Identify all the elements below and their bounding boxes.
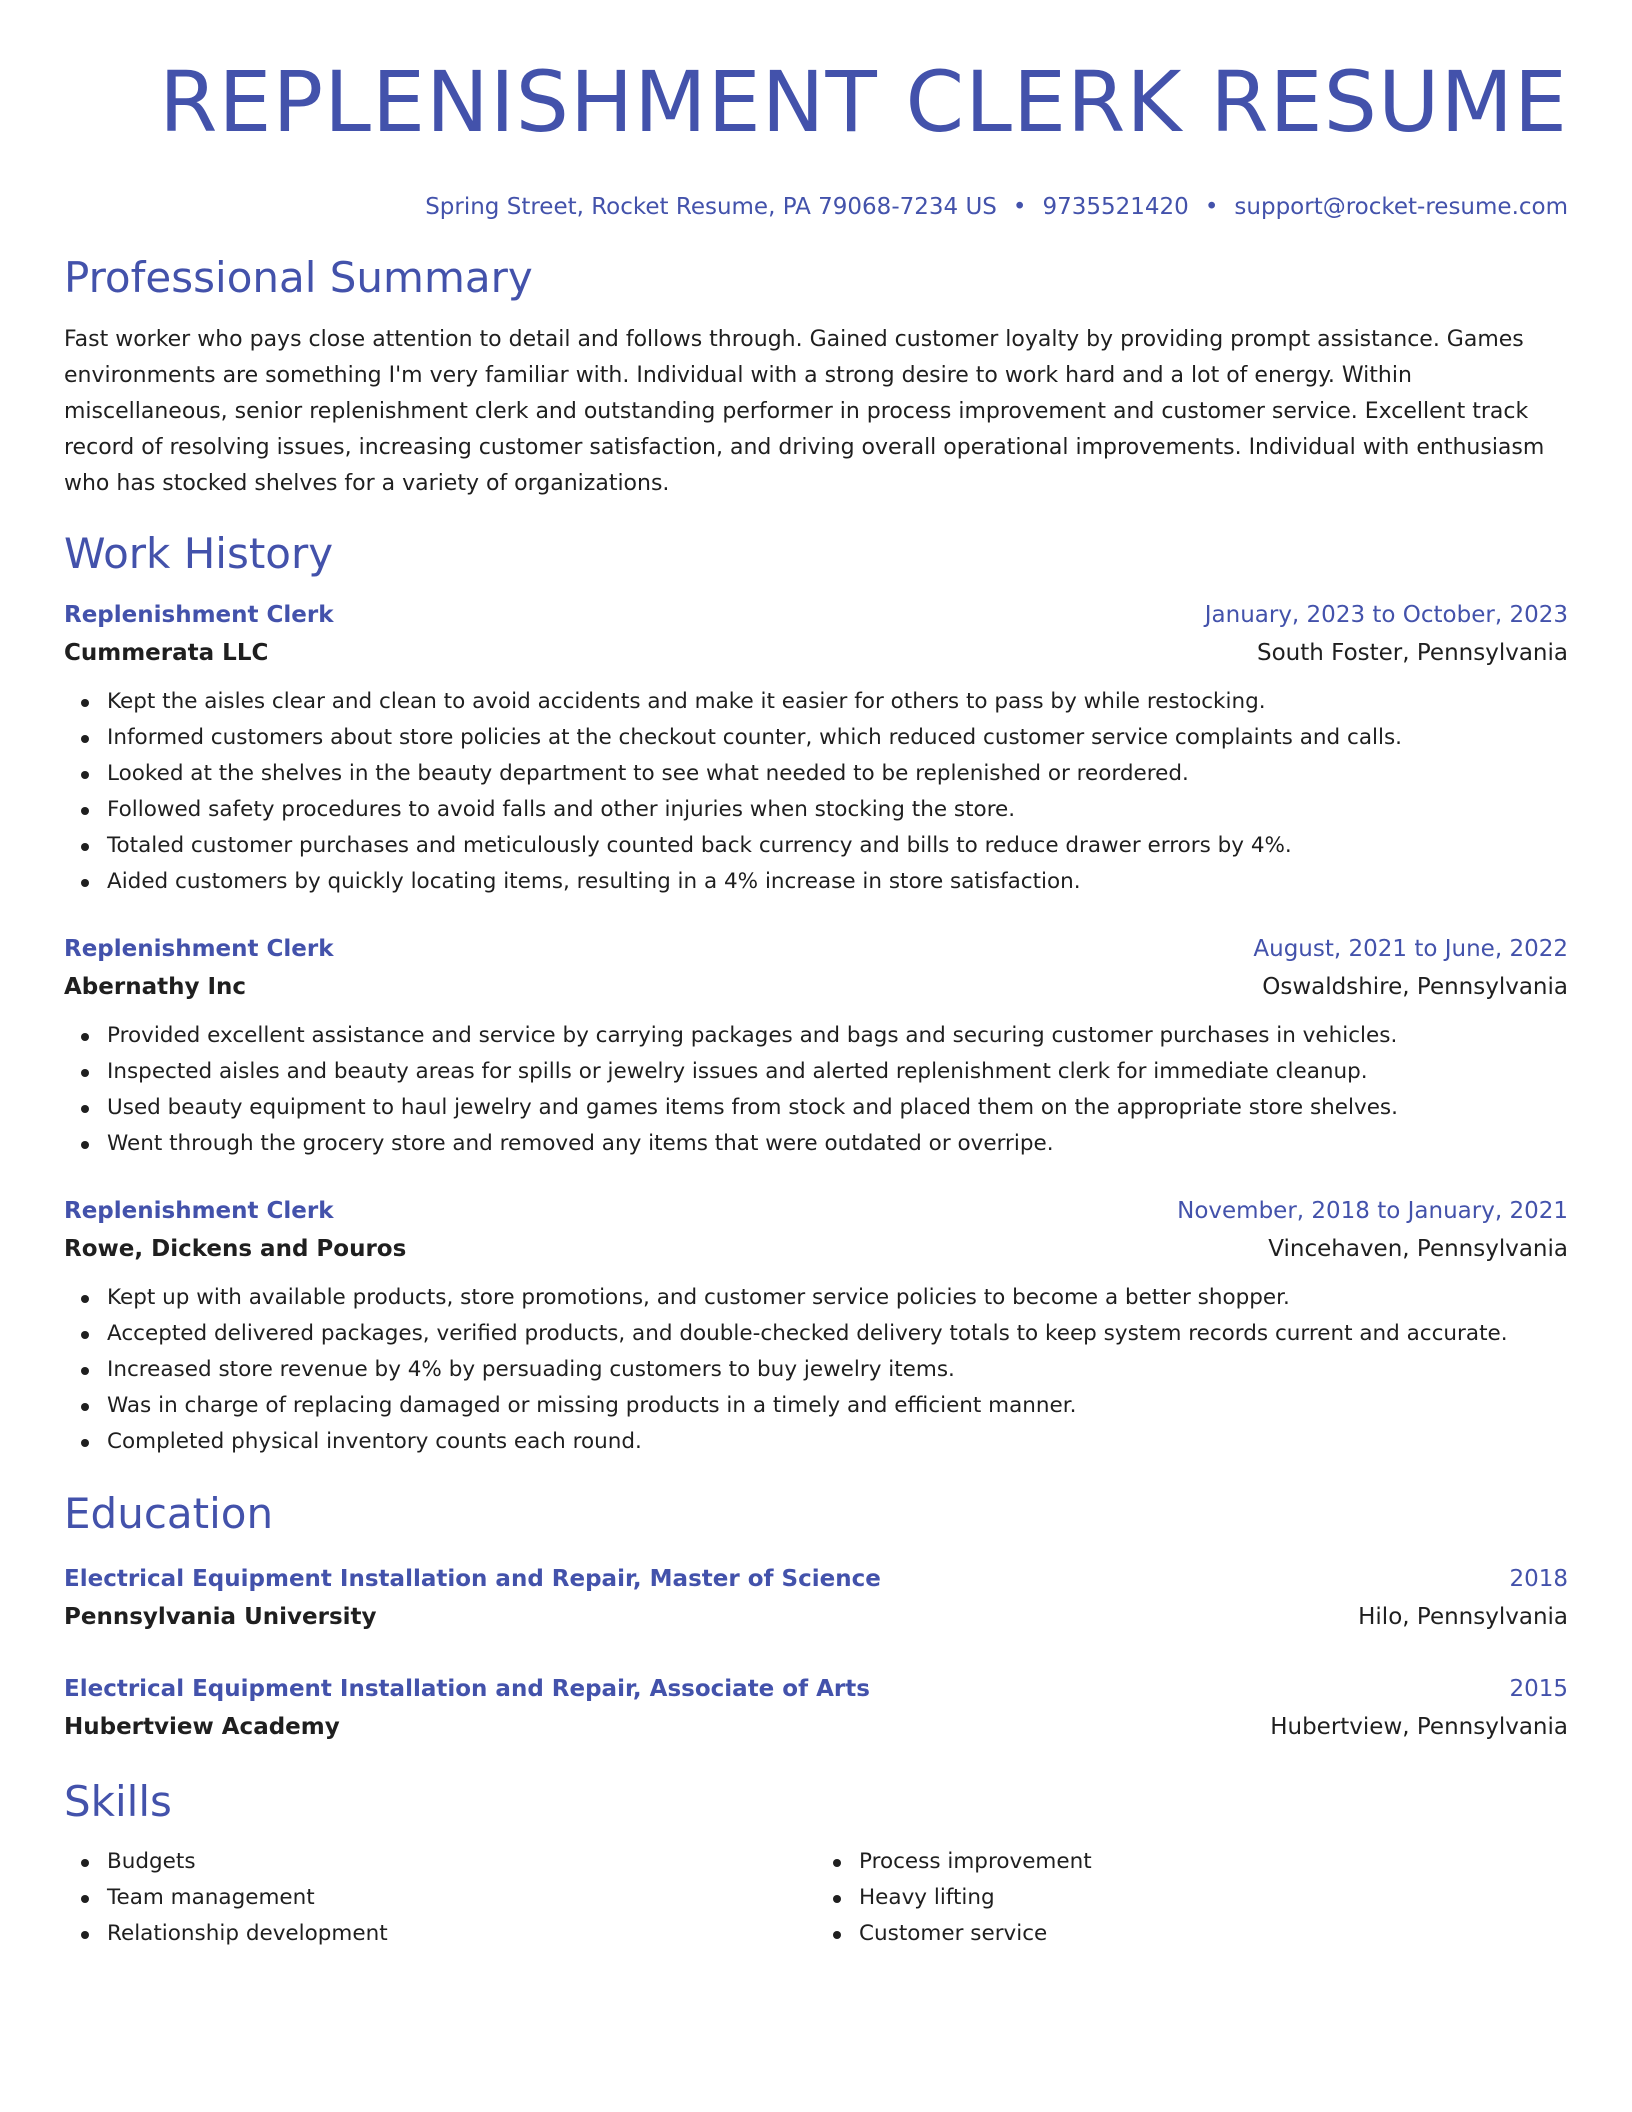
job-dates: November, 2018 to January, 2021 — [1177, 1198, 1568, 1224]
contact-phone: 9735521420 — [1042, 194, 1189, 220]
job-company-row — [64, 968, 1568, 1006]
job-company-row — [64, 634, 1568, 672]
education-section — [64, 1488, 1568, 1746]
contact-separator: • — [1012, 194, 1027, 220]
summary-section — [64, 252, 1568, 502]
skill-item: Process improvement — [859, 1844, 1568, 1880]
job-bullet: Kept up with available products, store promotions, and customer service policies to become a better shopper. — [107, 1280, 1568, 1316]
education-school-row — [64, 1598, 1568, 1636]
job-header-row — [64, 930, 1568, 968]
skills-section — [64, 1776, 1568, 1952]
summary-text: Fast worker who pays close attention to detail and follows through. Gained customer loyalty by providing prompt assistance. Games environments are something I'm very familiar with. Individual with a strong desire to work hard and a lot of energy. Within miscellaneous, senior replenishment clerk and outstanding performer in process improvement and customer service. Excellent track record of resolving issues, increasing customer satisfaction, and driving overall operational improvements. Individual with enthusiasm who has stocked shelves for a variety of organizations. — [64, 327, 1545, 496]
education-entry — [64, 1670, 1568, 1746]
job-location: South Foster, Pennsylvania — [1257, 640, 1568, 666]
skills-column-right — [816, 1844, 1568, 1952]
job-entry — [64, 930, 1568, 1162]
skill-item: Customer service — [859, 1916, 1568, 1952]
job-bullet: Completed physical inventory counts each round. — [107, 1424, 1568, 1460]
skill-item: Heavy lifting — [859, 1880, 1568, 1916]
job-entry — [64, 596, 1568, 900]
skill-item: Budgets — [107, 1844, 816, 1880]
job-bullet: Used beauty equipment to haul jewelry and games items from stock and placed them on the appropriate store shelves. — [107, 1090, 1568, 1126]
summary-heading: Professional Summary — [64, 253, 533, 302]
job-bullet: Inspected aisles and beauty areas for spills or jewelry issues and alerted replenishment clerk for immediate cleanup. — [107, 1054, 1568, 1090]
job-dates: January, 2023 to October, 2023 — [1204, 602, 1568, 628]
job-bullet: Kept the aisles clear and clean to avoid accidents and make it easier for others to pass by while restocking. — [107, 684, 1568, 720]
job-bullet: Went through the grocery store and removed any items that were outdated or overripe. — [107, 1126, 1568, 1162]
job-bullets — [64, 684, 1568, 900]
job-company: Cummerata LLC — [64, 640, 269, 666]
contact-email[interactable]: support@rocket-resume.com — [1234, 194, 1568, 220]
job-dates: August, 2021 to June, 2022 — [1253, 936, 1568, 962]
job-bullet: Looked at the shelves in the beauty department to see what needed to be replenished or reordered. — [107, 756, 1568, 792]
education-year: 2018 — [1509, 1566, 1568, 1592]
job-entry — [64, 1192, 1568, 1460]
skill-item: Team management — [107, 1880, 816, 1916]
work-history-section — [64, 528, 1568, 1460]
job-bullets — [64, 1018, 1568, 1162]
education-heading: Education — [64, 1489, 274, 1538]
education-degree-row — [64, 1560, 1568, 1598]
job-bullets — [64, 1280, 1568, 1460]
resume-title: REPLENISHMENT CLERK RESUME — [159, 53, 1568, 151]
job-bullet: Informed customers about store policies at the checkout counter, which reduced customer service complaints and calls. — [107, 720, 1568, 756]
skills-column-left — [64, 1844, 816, 1952]
job-bullet: Totaled customer purchases and meticulously counted back currency and bills to reduce drawer errors by 4%. — [107, 828, 1568, 864]
education-entry — [64, 1560, 1568, 1636]
skills-grid — [64, 1844, 1568, 1952]
skill-item: Relationship development — [107, 1916, 816, 1952]
job-header-row — [64, 1192, 1568, 1230]
resume-header — [64, 52, 1568, 222]
job-location: Vincehaven, Pennsylvania — [1268, 1236, 1568, 1262]
contact-separator: • — [1204, 194, 1219, 220]
education-location: Hubertview, Pennsylvania — [1270, 1714, 1568, 1740]
work-history-heading: Work History — [64, 529, 334, 578]
job-bullet: Was in charge of replacing damaged or missing products in a timely and efficient manner. — [107, 1388, 1568, 1424]
contact-address: Spring Street, Rocket Resume, PA 79068-7234 US — [425, 194, 997, 220]
job-company-row — [64, 1230, 1568, 1268]
job-role: Replenishment Clerk — [64, 1198, 334, 1224]
job-bullet: Aided customers by quickly locating items, resulting in a 4% increase in store satisfaction. — [107, 864, 1568, 900]
education-school-row — [64, 1708, 1568, 1746]
education-degree: Electrical Equipment Installation and Repair, Associate of Arts — [64, 1676, 870, 1702]
job-bullet: Followed safety procedures to avoid falls and other injuries when stocking the store. — [107, 792, 1568, 828]
education-school: Hubertview Academy — [64, 1714, 340, 1740]
education-location: Hilo, Pennsylvania — [1358, 1604, 1568, 1630]
education-degree-row — [64, 1670, 1568, 1708]
contact-line — [64, 192, 1568, 222]
job-header-row — [64, 596, 1568, 634]
education-degree: Electrical Equipment Installation and Repair, Master of Science — [64, 1566, 881, 1592]
job-role: Replenishment Clerk — [64, 602, 334, 628]
job-bullet: Accepted delivered packages, verified products, and double-checked delivery totals to keep system records current and accurate. — [107, 1316, 1568, 1352]
skills-heading: Skills — [64, 1777, 172, 1826]
job-location: Oswaldshire, Pennsylvania — [1262, 974, 1568, 1000]
job-role: Replenishment Clerk — [64, 936, 334, 962]
job-bullet: Increased store revenue by 4% by persuading customers to buy jewelry items. — [107, 1352, 1568, 1388]
job-bullet: Provided excellent assistance and service by carrying packages and bags and securing customer purchases in vehicles. — [107, 1018, 1568, 1054]
education-school: Pennsylvania University — [64, 1604, 377, 1630]
education-year: 2015 — [1509, 1676, 1568, 1702]
job-company: Rowe, Dickens and Pouros — [64, 1236, 407, 1262]
job-company: Abernathy Inc — [64, 974, 247, 1000]
